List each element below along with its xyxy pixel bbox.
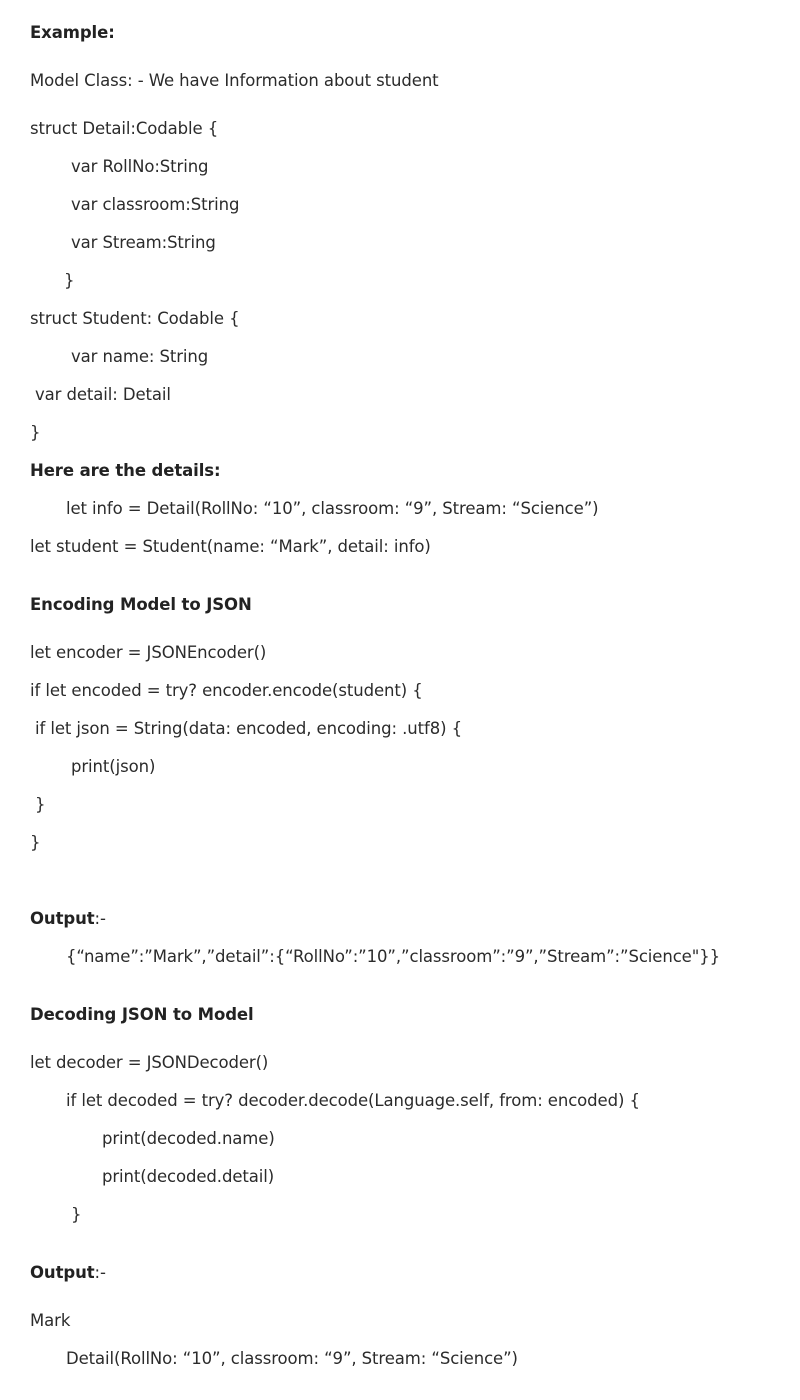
output-detail-line: Detail(RollNo: “10”, classroom: “9”, Stream: “Science”) [66, 1349, 518, 1368]
code-line-student-struct-open: struct Student: Codable { [30, 309, 240, 328]
code-line-detail-var: var detail: Detail [35, 385, 171, 404]
code-line-stream-var: var Stream:String [71, 233, 216, 252]
output-heading-2 [30, 1262, 106, 1284]
output-suffix: :- [94, 909, 106, 928]
code-line-student-init: let student = Student(name: “Mark”, detail: info) [30, 537, 431, 556]
code-line-encoder-init: let encoder = JSONEncoder() [30, 643, 267, 662]
output-heading-1 [30, 908, 106, 930]
details-heading: Here are the details: [30, 461, 221, 480]
code-line-decoder-init: let decoder = JSONDecoder() [30, 1053, 269, 1072]
code-line-inner-close: } [35, 795, 46, 814]
code-line-student-struct-close: } [30, 423, 41, 442]
code-line-encode-try: if let encoded = try? encoder.encode(student) { [30, 681, 423, 700]
output-label: Output [30, 1263, 95, 1282]
model-class-description: Model Class: - We have Information about student [30, 71, 439, 90]
code-line-print-detail: print(decoded.detail) [102, 1167, 275, 1186]
output-suffix: :- [94, 1263, 106, 1282]
code-line-rollno-var: var RollNo:String [71, 157, 209, 176]
encoding-heading: Encoding Model to JSON [30, 595, 252, 614]
code-line-detail-struct-close: } [64, 271, 75, 290]
code-line-detail-struct-open: struct Detail:Codable { [30, 119, 219, 138]
output-name-line: Mark [30, 1311, 71, 1330]
example-label: Example: [30, 23, 115, 42]
code-line-name-var: var name: String [71, 347, 209, 366]
output-json-line: {“name”:”Mark”,”detail”:{“RollNo”:”10”,”classroom”:”9”,”Stream”:”Science"}} [66, 947, 721, 966]
code-line-decode-try: if let decoded = try? decoder.decode(Language.self, from: encoded) { [66, 1091, 640, 1110]
code-line-outer-close: } [30, 833, 41, 852]
code-line-decode-close: } [71, 1205, 82, 1224]
code-line-info-init: let info = Detail(RollNo: “10”, classroom: “9”, Stream: “Science”) [66, 499, 599, 518]
output-label: Output [30, 909, 95, 928]
code-line-print-name: print(decoded.name) [102, 1129, 275, 1148]
code-line-print-json: print(json) [71, 757, 156, 776]
code-line-json-string: if let json = String(data: encoded, encoding: .utf8) { [35, 719, 462, 738]
decoding-heading: Decoding JSON to Model [30, 1005, 254, 1024]
code-line-classroom-var: var classroom:String [71, 195, 240, 214]
